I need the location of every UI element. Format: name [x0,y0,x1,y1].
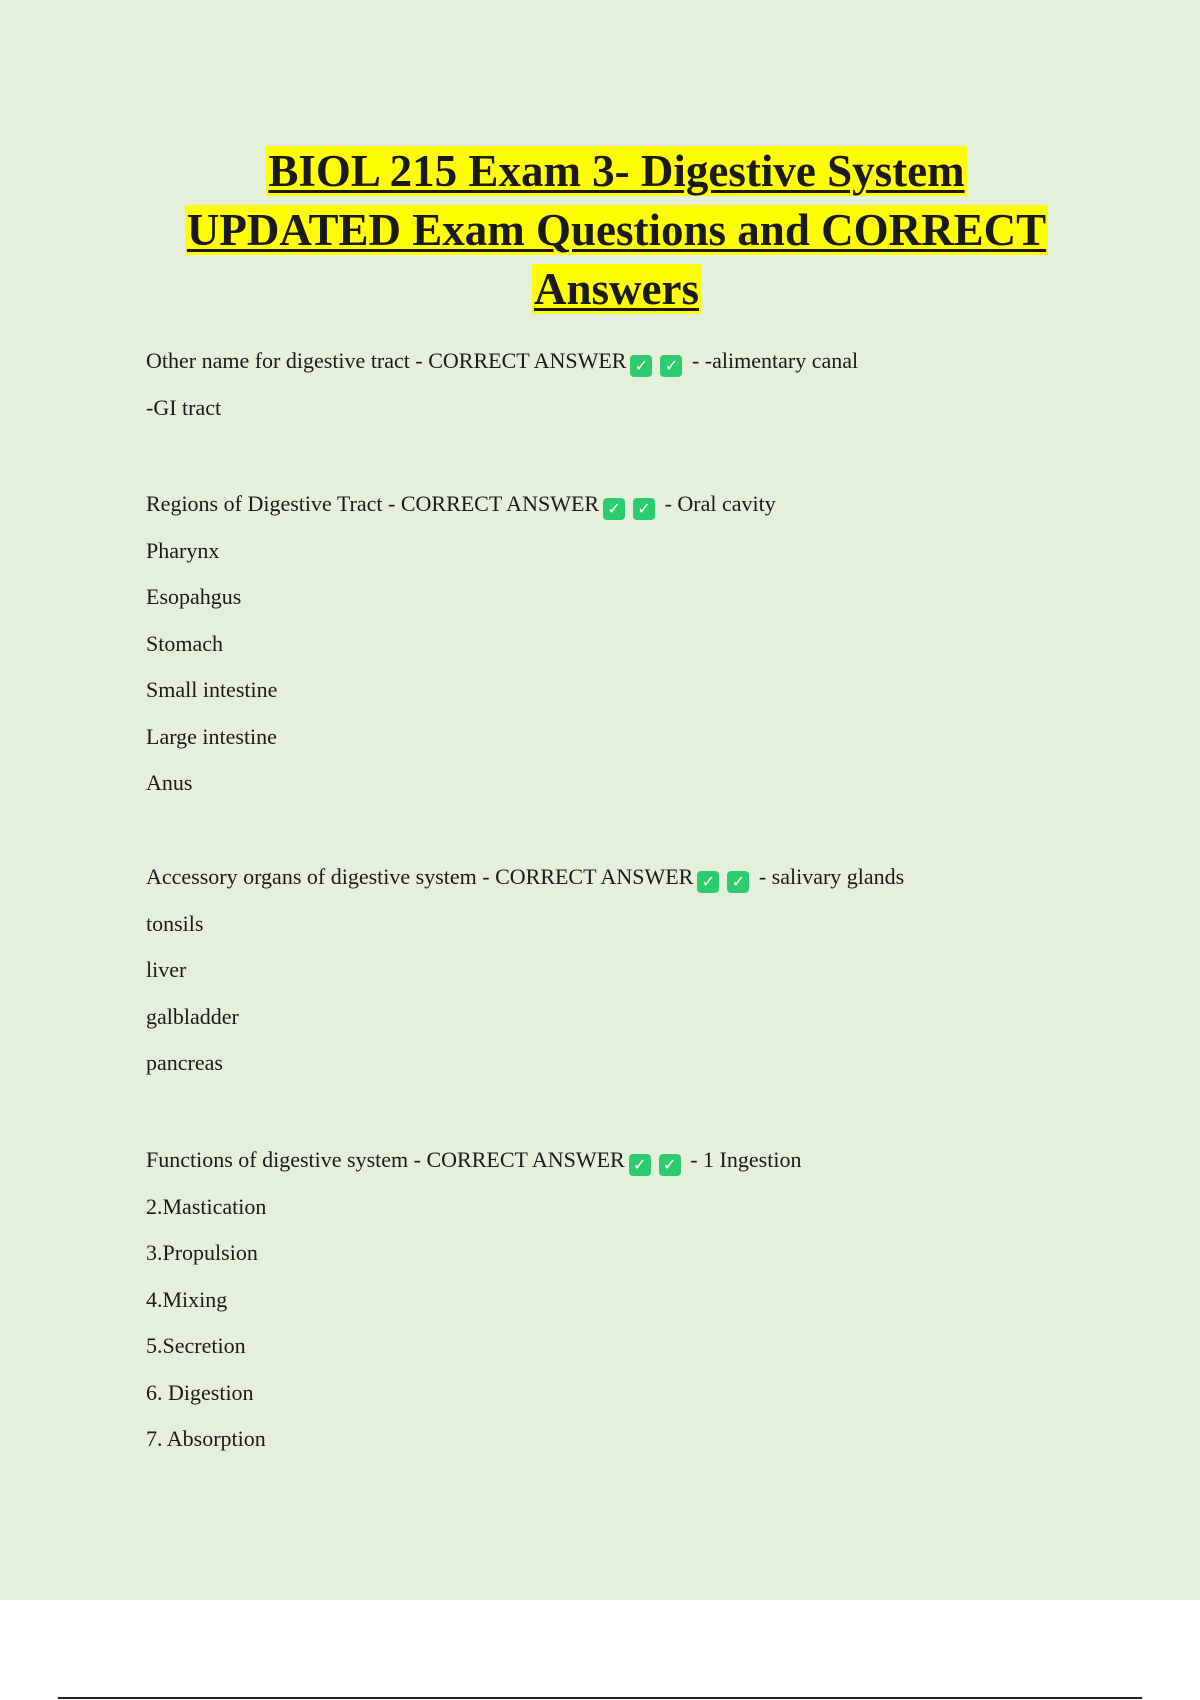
check-box-icon: ✓ [697,871,719,893]
check-box-icon: ✓ [659,1154,681,1176]
answer-line: pancreas [146,1050,223,1075]
answer-line: 2.Mastication [146,1193,267,1219]
answer-text: - salivary glands [753,864,905,889]
qa-item [146,338,858,431]
question-line [146,338,858,385]
answer-line: tonsils [146,910,204,936]
title-line: Answers [534,264,699,314]
title-line: UPDATED Exam Questions and CORRECT [186,205,1047,255]
answer-line: Esopahgus [146,584,242,609]
qa-item [146,854,904,1087]
answer-line: 3.Propulsion [146,1240,258,1265]
title-line: BIOL 215 Exam 3- Digestive System [268,146,965,196]
answer-line: 5.Secretion [146,1333,246,1358]
correct-answer-label: CORRECT ANSWER [495,864,694,889]
answer-line: Small intestine [146,677,278,702]
question-line [146,481,776,528]
footer-rule [58,1697,1142,1699]
check-box-icon: ✓ [630,355,652,377]
correct-answer-label: CORRECT ANSWER [426,1147,625,1172]
document-title [0,142,1200,319]
check-box-icon: ✓ [660,355,682,377]
question-text: Other name for digestive tract - [146,348,429,373]
correct-answer-label: CORRECT ANSWER [428,348,627,373]
answer-line: Stomach [146,630,223,656]
answer-text: - 1 Ingestion [684,1147,802,1172]
check-box-icon: ✓ [727,871,749,893]
correct-answer-label: CORRECT ANSWER [400,491,600,516]
question-text: Functions of digestive system - [146,1147,427,1172]
answer-line: Anus [146,770,193,795]
question-text: Regions of Digestive Tract - [146,491,401,516]
check-box-icon: ✓ [633,498,655,520]
check-box-icon: ✓ [629,1154,651,1176]
question-line [146,854,904,901]
answer-text: - -alimentary canal [686,348,859,373]
answer-line: 4.Mixing [146,1286,228,1312]
question-text: Accessory organs of digestive system - [146,864,496,889]
answer-text: - Oral cavity [659,491,776,516]
qa-item [146,481,776,807]
answer-line: 6. Digestion [146,1379,254,1405]
answer-line: Pharynx [146,537,220,563]
question-line [146,1137,801,1184]
answer-line: 7. Absorption [146,1426,266,1451]
answer-line: liver [146,957,187,982]
check-box-icon: ✓ [603,498,625,520]
qa-item [146,1137,801,1463]
answer-line: -GI tract [146,394,222,420]
answer-line: galbladder [146,1003,239,1029]
answer-line: Large intestine [146,723,277,749]
